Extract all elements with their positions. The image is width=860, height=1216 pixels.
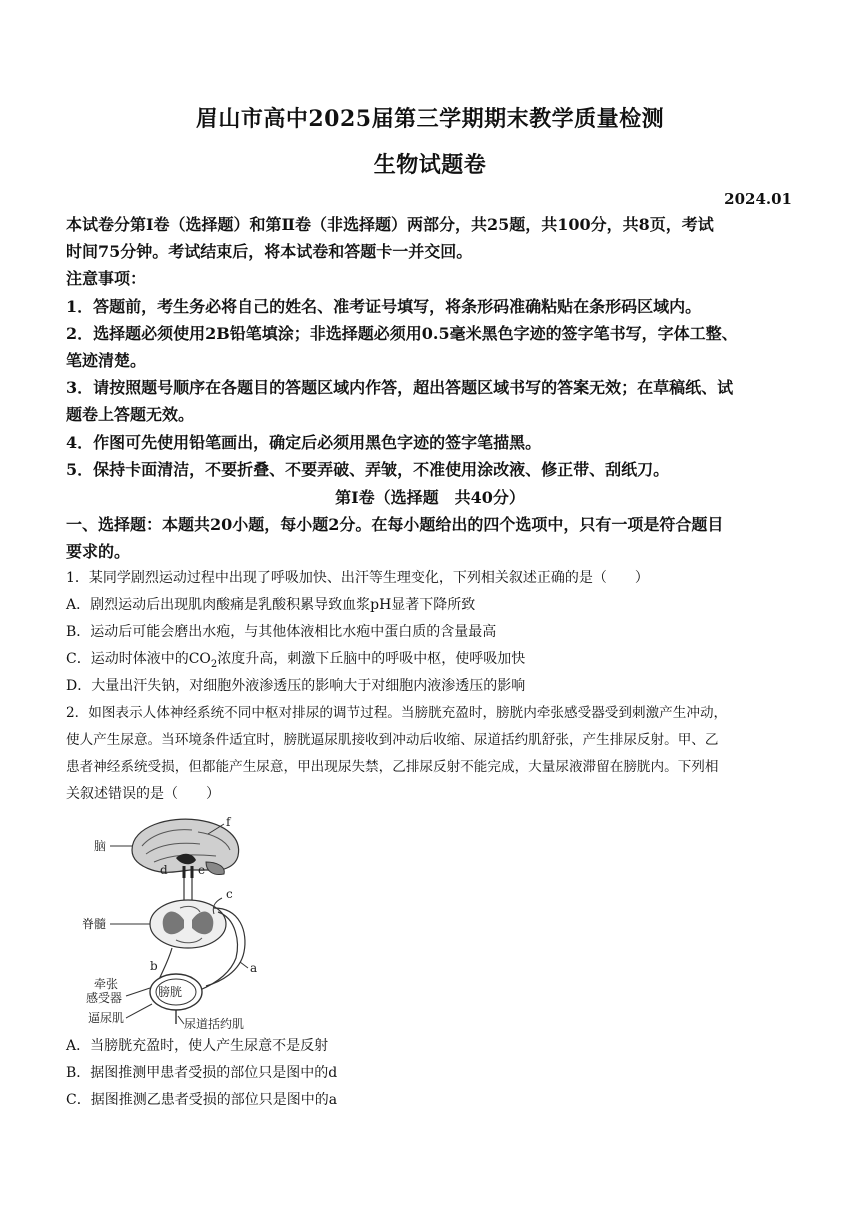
intro-line-2: 时间75分钟。考试结束后，将本试卷和答题卡一并交回。 <box>66 242 473 261</box>
q2-stem-1: 2．如图表示人体神经系统不同中枢对排尿的调节过程。当膀胱充盈时，膀胱内牵张感受器受到刺激产生冲动， <box>66 705 728 721</box>
notice-item-2-cont: 笔迹清楚。 <box>66 351 147 370</box>
label-detrusor: 逼尿肌 <box>88 1011 125 1025</box>
label-d: d <box>160 863 168 877</box>
spinal-cord-drawing <box>150 900 226 948</box>
label-stretch-2: 感受器 <box>86 991 123 1005</box>
label-brain: 脑 <box>94 839 107 853</box>
q1-option-a: A．剧烈运动后出现肌肉酸痛是乳酸积累导致血浆pH显著下降所致 <box>66 597 476 613</box>
label-stretch-1: 牵张 <box>94 977 119 991</box>
label-c: c <box>226 887 233 901</box>
q2-stem-2: 使人产生尿意。当环境条件适宜时，膀胱逼尿肌接收到冲动后收缩、尿道括约肌舒张，产生排尿反射。甲、乙 <box>66 732 719 748</box>
label-b: b <box>150 959 158 973</box>
label-a: a <box>250 961 258 975</box>
q2-stem-4: 关叙述错误的是（ ） <box>66 786 220 802</box>
q2-option-b: B．据图推测甲患者受损的部位只是图中的d <box>66 1065 338 1081</box>
intro-line-1: 本试卷分第I卷（选择题）和第Ⅱ卷（非选择题）两部分，共25题，共100分，共8页，考试 <box>66 215 714 234</box>
notice-item-3: 3．请按照题号顺序在各题目的答题区域内作答，超出答题区域书写的答案无效；在草稿纸、试 <box>66 378 734 397</box>
q1-option-c: C．运动时体液中的$CO_2$浓度升高，刺激下丘脑中的呼吸中枢，使呼吸加快 <box>66 651 526 670</box>
exam-date: 2024.01 <box>724 190 792 208</box>
brain-drawing <box>132 819 239 878</box>
notice-heading: 注意事项： <box>66 269 147 288</box>
exam-title: 眉山市高中2025届第三学期期末教学质量检测 <box>195 106 665 132</box>
bladder-reflex-figure <box>80 812 320 1030</box>
notice-item-2: 2．选择题必须使用2B铅笔填涂；非选择题必须用0.5毫米黑色字迹的签字笔书写，字体工整、 <box>66 324 738 343</box>
part1-heading: 第I卷（选择题 共40分） <box>335 488 525 507</box>
a-leader-line <box>240 962 248 968</box>
section-instruction-1: 一、选择题：本题共20小题，每小题2分。在每小题给出的四个选项中，只有一项是符合题目 <box>66 515 724 534</box>
q2-stem-3: 患者神经系统受损，但都能产生尿意，甲出现尿失禁，乙排尿反射不能完成，大量尿液滞留在膀胱内。下列相 <box>66 759 719 775</box>
label-sphincter: 尿道括约肌 <box>184 1017 245 1030</box>
q1-option-d: D．大量出汗失钠，对细胞外液渗透压的影响大于对细胞内液渗透压的影响 <box>66 678 526 694</box>
section-instruction-2: 要求的。 <box>66 542 131 561</box>
notice-item-4: 4．作图可先使用铅笔画出，确定后必须用黑色字迹的签字笔描黑。 <box>66 433 542 452</box>
detrusor-leader-line <box>126 1004 152 1018</box>
label-bladder: 膀胱 <box>158 985 183 999</box>
label-spine: 脊髓 <box>82 917 107 931</box>
q1-stem: 1．某同学剧烈运动过程中出现了呼吸加快、出汗等生理变化，下列相关叙述正确的是（ ） <box>66 570 649 586</box>
label-f: f <box>226 815 231 829</box>
stretch-leader-line <box>126 988 150 996</box>
notice-item-1: 1．答题前，考生务必将自己的姓名、准考证号填写，将条形码准确粘贴在条形码区域内。 <box>66 297 702 316</box>
label-e: e <box>198 863 206 877</box>
notice-item-5: 5．保持卡面清洁，不要折叠、不要弄破、弄皱，不准使用涂改液、修正带、刮纸刀。 <box>66 460 670 479</box>
exam-subtitle: 生物试题卷 <box>373 152 487 178</box>
q2-option-a: A．当膀胱充盈时，使人产生尿意不是反射 <box>66 1038 329 1054</box>
q1-option-b: B．运动后可能会磨出水疱，与其他体液相比水疱中蛋白质的含量最高 <box>66 624 497 640</box>
notice-item-3-cont: 题卷上答题无效。 <box>66 405 195 424</box>
q2-option-c: C．据图推测乙患者受损的部位只是图中的a <box>66 1092 338 1108</box>
